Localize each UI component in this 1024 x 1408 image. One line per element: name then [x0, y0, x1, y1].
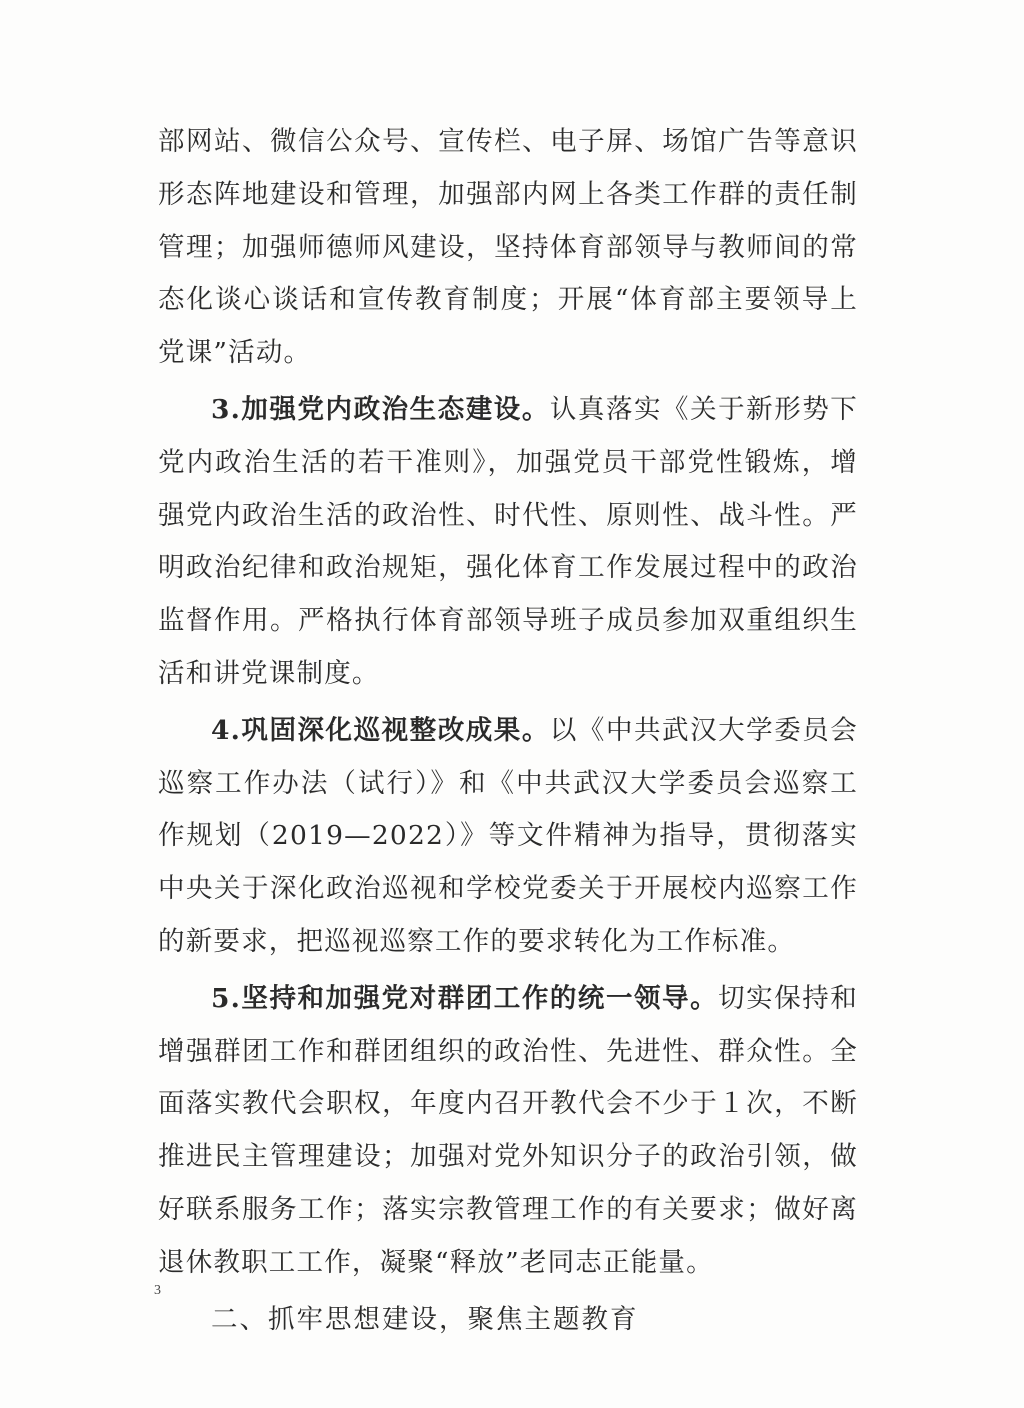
- paragraph-lead: 5.坚持和加强党对群团工作的统一领导。: [211, 982, 719, 1014]
- paragraph-text: 部网站、微信公众号、宣传栏、电子屏、场馆广告等意识形态阵地建设和管理，加强部内网上各类工作群的责任制管理；加强师德师风建设，坚持体育部领导与教师间的常态化谈心谈话和宣传教育制度；开展“体育部主要领导上党课”活动。: [158, 126, 858, 369]
- paragraph-text: 切实保持和增强群团工作和群团组织的政治性、先进性、群众性。全面落实教代会职权，年度内召开教代会不少于１次，不断推进民主管理建设；加强对党外知识分子的政治引领，做好联系服务工作；落实宗教管理工作的有关要求；做好离退休教职工工作，凝聚“释放”老同志正能量。: [158, 982, 859, 1278]
- paragraph-lead: 4.巩固深化巡视整改成果。: [211, 714, 550, 746]
- section-heading: 二、抓牢思想建设，聚焦主题教育: [211, 1303, 639, 1335]
- page-number: 3: [154, 1283, 161, 1298]
- paragraph-3: [158, 705, 858, 969]
- paragraph-4: [158, 973, 858, 1290]
- paragraph-text: 认真落实《关于新形势下党内政治生活的若干准则》，加强党员干部党性锻炼，增强党内政治生活的政治性、时代性、原则性、战斗性。严明政治纪律和政治规矩，强化体育工作发展过程中的政治监督作用。严格执行体育部领导班子成员参加双重组织生活和讲党课制度。: [158, 393, 858, 689]
- paragraph-1: [158, 116, 858, 380]
- paragraph-lead: 3.加强党内政治生态建设。: [211, 393, 550, 425]
- paragraph-2: [158, 384, 858, 701]
- paragraph-text: 以《中共武汉大学委员会巡察工作办法（试行）》和《中共武汉大学委员会巡察工作规划（2019—2022）》等文件精神为指导，贯彻落实中央关于深化政治巡视和学校党委关于开展校内巡察工作的新要求，把巡视巡察工作的要求转化为工作标准。: [158, 714, 858, 957]
- document-body: [158, 116, 858, 1346]
